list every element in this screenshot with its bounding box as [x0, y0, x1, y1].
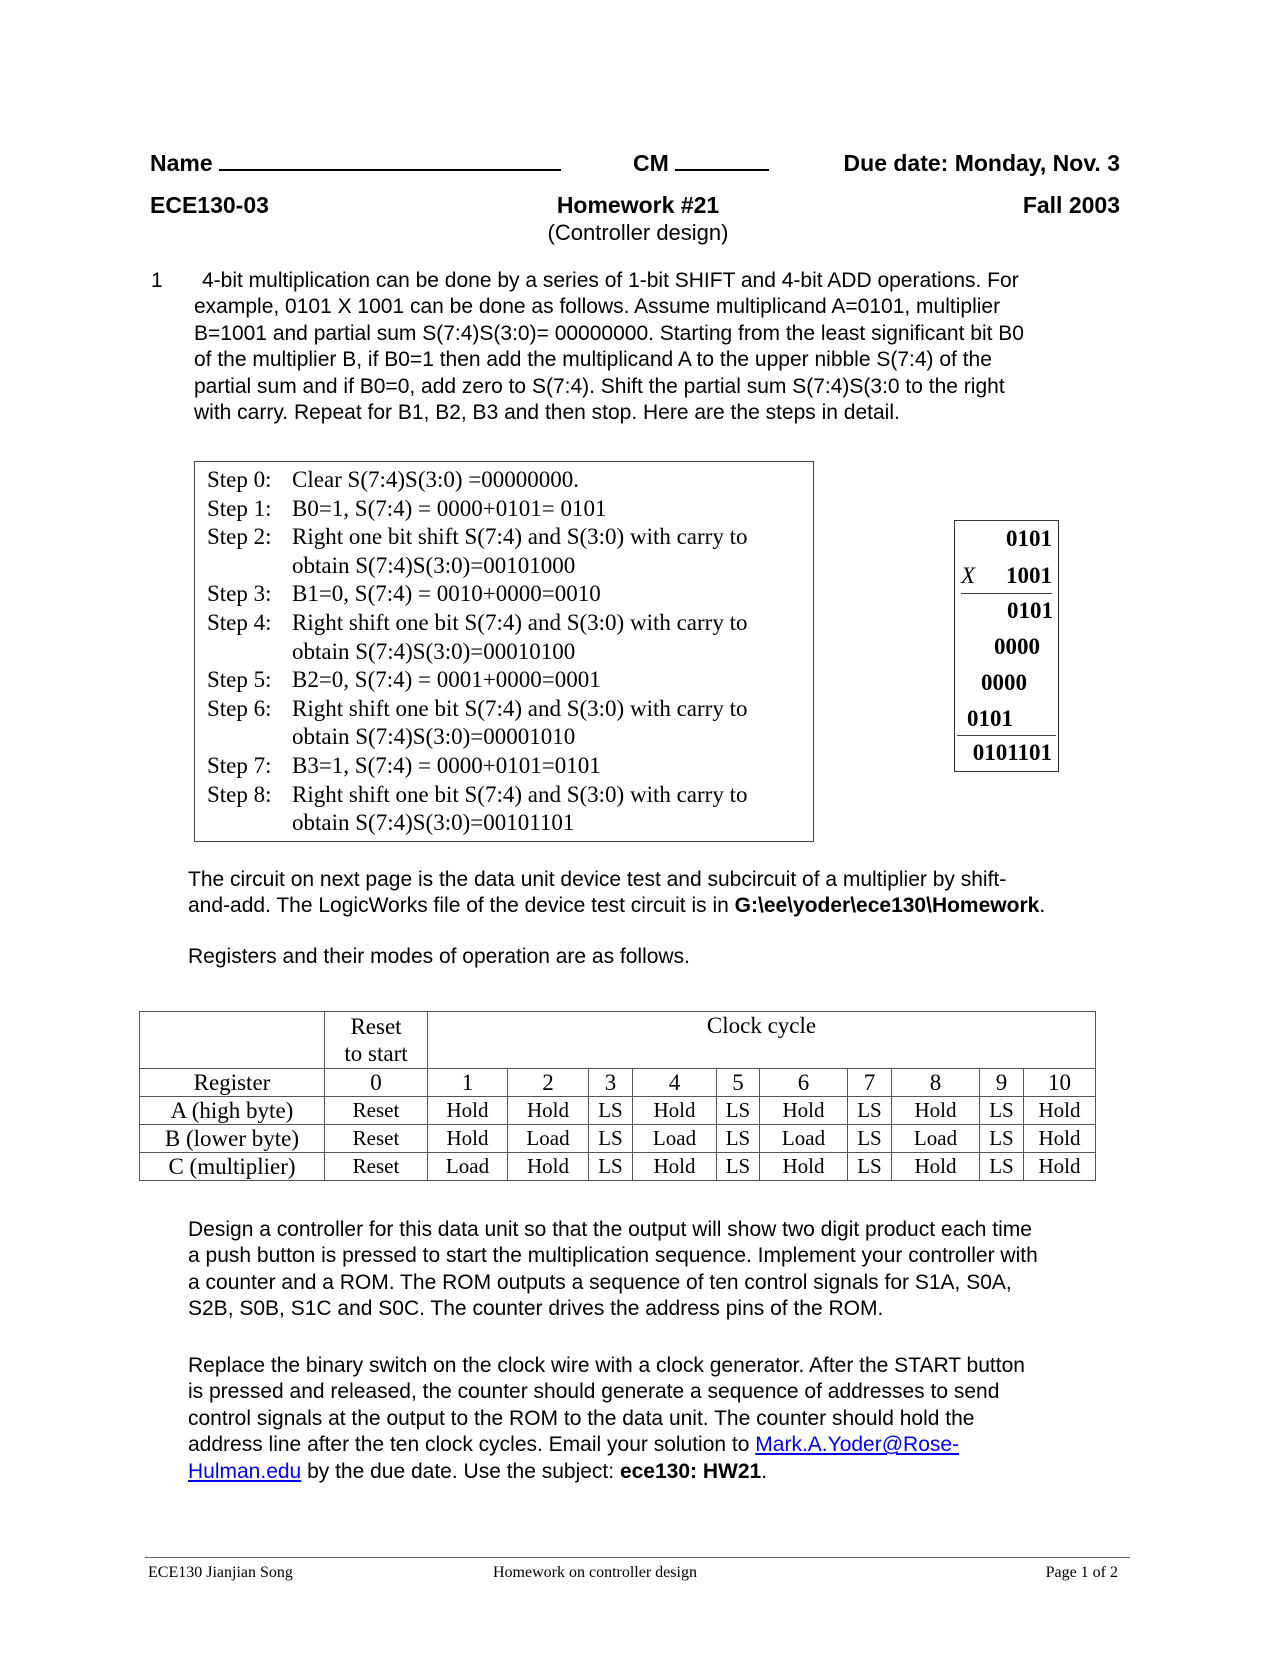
- step-label: Step 5:: [207, 667, 272, 693]
- cycle-number: 9: [980, 1069, 1024, 1097]
- step-label: Step 3:: [207, 581, 272, 607]
- step-text: Right shift one bit S(7:4) and S(3:0) with carry to: [292, 781, 748, 807]
- circuit-line: The circuit on next page is the data unit device test and subcircuit of a multiplier by shift-: [188, 868, 1007, 891]
- step-text: B1=0, S(7:4) = 0010+0000=0010: [292, 581, 601, 607]
- cycle-number: 4: [633, 1069, 717, 1097]
- intro-line: example, 0101 X 1001 can be done as follows. Assume multiplicand A=0101, multiplier: [194, 295, 1001, 319]
- term: Fall 2003: [1022, 192, 1120, 218]
- mode-cell: Load: [760, 1125, 848, 1153]
- mode-cell: LS: [980, 1153, 1024, 1181]
- name-blank[interactable]: [219, 149, 561, 171]
- design-line: S2B, S0B, S1C and S0C. The counter drives the address pins of the ROM.: [188, 1297, 884, 1321]
- step-label: Step 0:: [207, 467, 272, 492]
- mode-cell: Hold: [1024, 1097, 1096, 1125]
- homework-subtitle: (Controller design): [547, 220, 729, 245]
- step-label: [207, 552, 292, 581]
- steps-box: [194, 461, 814, 842]
- step-row: [207, 695, 813, 724]
- mode-cell: LS: [717, 1125, 760, 1153]
- step-row: [207, 552, 813, 581]
- mode-cell: LS: [717, 1097, 760, 1125]
- replace-line: Replace the binary switch on the clock wire with a clock generator. After the START button: [188, 1354, 1025, 1377]
- cycle-number: 6: [760, 1069, 848, 1097]
- product-result: 0101101: [972, 740, 1052, 765]
- step-label: Step 7:: [207, 752, 272, 778]
- partial-product: 0101: [967, 706, 1013, 731]
- design-line: a counter and a ROM. The ROM outputs a sequence of ten control signals for S1A, S0A,: [188, 1270, 1012, 1294]
- design-line: a push button is pressed to start the multiplication sequence. Implement your controller with: [188, 1244, 1038, 1268]
- mode-cell: Hold: [633, 1097, 717, 1125]
- mode-cell: Hold: [508, 1097, 589, 1125]
- step-text: Right one bit shift S(7:4) and S(3:0) with carry to: [292, 524, 748, 550]
- mode-cell: LS: [980, 1097, 1024, 1125]
- mode-cell: Hold: [428, 1097, 508, 1125]
- cm-blank[interactable]: [675, 149, 769, 171]
- step-text: B3=1, S(7:4) = 0000+0101=0101: [292, 752, 601, 778]
- replace-paragraph: [188, 1353, 1025, 1485]
- step-label: Step 6:: [207, 695, 272, 721]
- footer-title: Homework on controller design: [493, 1564, 697, 1581]
- mode-cell: Hold: [1024, 1125, 1096, 1153]
- mode-cell: LS: [980, 1125, 1024, 1153]
- step-text: B0=1, S(7:4) = 0000+0101= 0101: [292, 495, 607, 521]
- step-label: Step 4:: [207, 609, 272, 635]
- cm-field[interactable]: [633, 149, 769, 177]
- table-row: [140, 1153, 1096, 1181]
- intro-line: 4-bit multiplication can be done by a series of 1-bit SHIFT and 4-bit ADD operations. For: [202, 269, 1019, 292]
- mode-cell: Hold: [633, 1153, 717, 1181]
- step-text: Clear S(7:4)S(3:0) =00000000.: [292, 467, 580, 492]
- design-line: Design a controller for this data unit so that the output will show two digit product each time: [188, 1218, 1032, 1241]
- replace-line: [188, 1432, 1025, 1458]
- due-date: Due date: Monday, Nov. 3: [843, 150, 1120, 176]
- step-row: [207, 809, 813, 838]
- step-text: Right shift one bit S(7:4) and S(3:0) with carry to: [292, 609, 748, 635]
- table-row: [140, 1097, 1096, 1125]
- footer-rule: [145, 1557, 1130, 1558]
- circuit-line-end: .: [1039, 894, 1046, 918]
- mode-cell: Load: [508, 1125, 589, 1153]
- design-paragraph: [188, 1217, 1038, 1323]
- register-name: B (lower byte): [140, 1125, 325, 1153]
- reset-header-line: Reset: [350, 1014, 402, 1039]
- step-text: B2=0, S(7:4) = 0001+0000=0001: [292, 667, 601, 693]
- step-row: [207, 666, 813, 695]
- cycle-number: 10: [1024, 1069, 1096, 1097]
- problem-intro: [194, 268, 1114, 426]
- step-row: [207, 723, 813, 752]
- step-text: obtain S(7:4)S(3:0)=00001010: [292, 724, 576, 750]
- product-rule: [961, 593, 1052, 594]
- mode-cell: LS: [717, 1153, 760, 1181]
- blank-header-cell: [140, 1012, 325, 1069]
- step-label: [207, 809, 292, 838]
- step-label: Step 2:: [207, 524, 272, 550]
- cm-label: CM: [633, 150, 669, 176]
- circuit-line: [188, 893, 1045, 919]
- mode-cell: LS: [589, 1153, 633, 1181]
- intro-line: with carry. Repeat for B1, B2, B3 and then stop. Here are the steps in detail.: [194, 401, 900, 425]
- email-link-continued[interactable]: Hulman.edu: [188, 1459, 302, 1483]
- mode-cell: Hold: [892, 1097, 980, 1125]
- intro-line: partial sum and if B0=0, add zero to S(7:4). Shift the partial sum S(7:4)S(3:0 to the right: [194, 374, 1005, 398]
- cycle-number: 2: [508, 1069, 589, 1097]
- course-code: ECE130-03: [150, 192, 269, 218]
- table-row: [140, 1125, 1096, 1153]
- mode-cell: LS: [589, 1097, 633, 1125]
- register-column-header: Register: [140, 1069, 325, 1097]
- reset-header-line: to start: [344, 1041, 408, 1066]
- name-label: Name: [150, 150, 213, 176]
- file-path: G:\ee\yoder\ece130\Homework: [734, 894, 1040, 918]
- mode-cell: Reset: [325, 1153, 428, 1181]
- mode-cell: Load: [633, 1125, 717, 1153]
- step-row: [207, 495, 813, 524]
- cycle-number: 5: [717, 1069, 760, 1097]
- step-text: obtain S(7:4)S(3:0)=00010100: [292, 638, 576, 664]
- table-header-row: [140, 1012, 1096, 1069]
- step-label: [207, 723, 292, 752]
- mode-cell: Load: [892, 1125, 980, 1153]
- step-row: [207, 580, 813, 609]
- step-text: obtain S(7:4)S(3:0)=00101101: [292, 810, 575, 836]
- email-link[interactable]: Mark.A.Yoder@Rose-: [755, 1433, 960, 1457]
- step-row: [207, 523, 813, 552]
- mode-cell: LS: [848, 1097, 892, 1125]
- intro-line: B=1001 and partial sum S(7:4)S(3:0)= 00000000. Starting from the least significant bit B0: [194, 321, 1024, 345]
- mode-cell: Reset: [325, 1125, 428, 1153]
- clock-cycle-header: Clock cycle: [428, 1012, 1096, 1069]
- homework-title: Homework #21: [556, 192, 720, 218]
- step-text: Right shift one bit S(7:4) and S(3:0) with carry to: [292, 695, 748, 721]
- replace-line-text: address line after the ten clock cycles. Email your solution to: [188, 1433, 756, 1457]
- cycle-number: 3: [589, 1069, 633, 1097]
- reset-header-cell: [325, 1012, 428, 1069]
- mode-cell: Load: [428, 1153, 508, 1181]
- step-label: [207, 638, 292, 667]
- mode-cell: Hold: [760, 1153, 848, 1181]
- sum-rule: [957, 735, 1056, 736]
- step-row: [207, 752, 813, 781]
- multiplier: 1001: [1006, 563, 1052, 588]
- register-table: [139, 1011, 1096, 1181]
- replace-line-end: .: [761, 1459, 768, 1483]
- intro-line: of the multiplier B, if B0=1 then add the multiplicand A to the upper nibble S(7:4) of the: [194, 348, 992, 372]
- email-subject: ece130: HW21: [619, 1459, 762, 1483]
- multiply-operator: X: [961, 563, 976, 588]
- mode-cell: Hold: [760, 1097, 848, 1125]
- cycle-number: 1: [428, 1069, 508, 1097]
- mode-cell: Hold: [508, 1153, 589, 1181]
- mode-cell: LS: [848, 1153, 892, 1181]
- footer-author: ECE130 Jianjian Song: [148, 1564, 293, 1581]
- name-field[interactable]: [150, 149, 561, 177]
- partial-product: 0000: [994, 634, 1040, 659]
- multiplicand: 0101: [1006, 526, 1052, 551]
- mode-cell: Hold: [892, 1153, 980, 1181]
- register-name: A (high byte): [140, 1097, 325, 1125]
- mode-cell: LS: [589, 1125, 633, 1153]
- registers-intro: Registers and their modes of operation are as follows.: [188, 945, 690, 968]
- multiplication-box: [954, 520, 1059, 772]
- partial-product: 0101: [1007, 598, 1053, 623]
- step-row: [207, 466, 813, 495]
- circuit-line-text: and-add. The LogicWorks file of the device test circuit is in: [188, 894, 735, 918]
- step-label: Step 1:: [207, 495, 272, 521]
- mode-cell: LS: [848, 1125, 892, 1153]
- register-name: C (multiplier): [140, 1153, 325, 1181]
- replace-line: is pressed and released, the counter should generate a sequence of addresses to send: [188, 1380, 1000, 1404]
- mode-cell: Reset: [325, 1097, 428, 1125]
- replace-line: control signals at the output to the ROM to the data unit. The counter should hold the: [188, 1406, 975, 1430]
- mode-cell: Hold: [1024, 1153, 1096, 1181]
- step-row: [207, 781, 813, 810]
- page-number: Page 1 of 2: [1045, 1564, 1118, 1581]
- cycle-number: 8: [892, 1069, 980, 1097]
- partial-product: 0000: [981, 670, 1027, 695]
- problem-number: 1: [151, 269, 163, 292]
- step-row: [207, 638, 813, 667]
- replace-line: [188, 1459, 1025, 1485]
- cycle-number-row: [140, 1069, 1096, 1097]
- circuit-paragraph: [188, 867, 1045, 920]
- cycle-number: 7: [848, 1069, 892, 1097]
- step-text: obtain S(7:4)S(3:0)=00101000: [292, 552, 576, 578]
- replace-line-text: by the due date. Use the subject:: [301, 1459, 620, 1483]
- step-row: [207, 609, 813, 638]
- mode-cell: Hold: [428, 1125, 508, 1153]
- step-label: Step 8:: [207, 781, 272, 807]
- cycle-number: 0: [325, 1069, 428, 1097]
